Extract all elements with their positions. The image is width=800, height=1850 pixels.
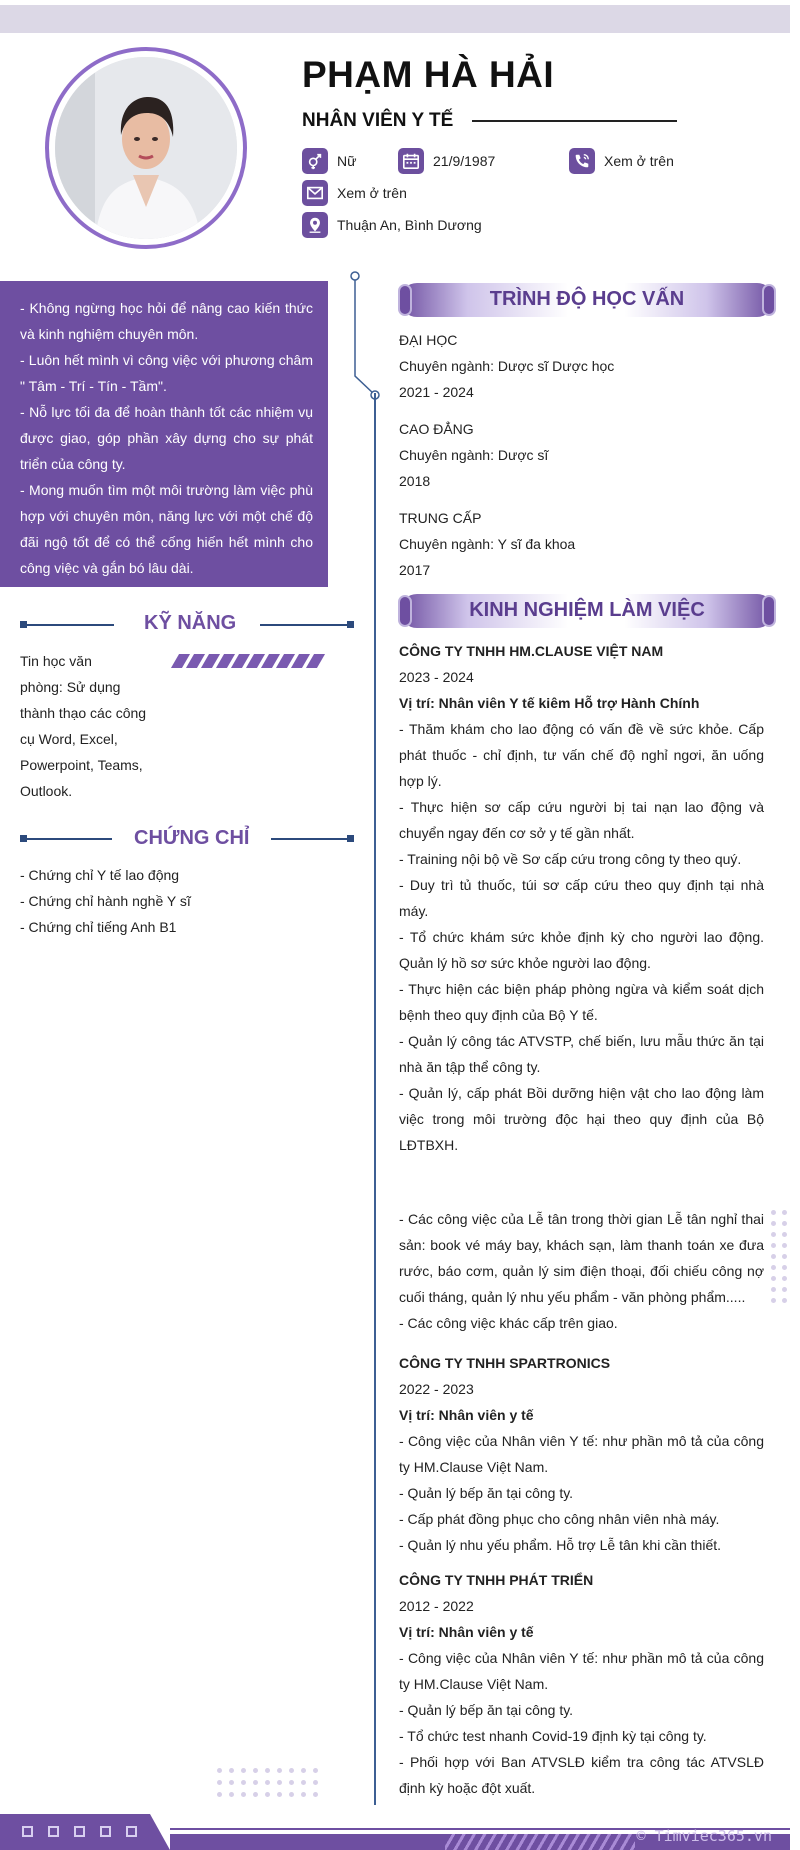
education-level: CAO ĐẲNG <box>399 421 474 437</box>
job-duty: - Thăm khám cho lao động có vấn đề về sức khỏe. Cấp phát thuốc - chỉ định, tư vấn chế độ nghỉ ngơi, ăn uống hợp lý. <box>399 721 764 789</box>
gender-icon <box>302 148 328 174</box>
divider-square <box>347 835 354 842</box>
skill-line: phòng: Sử dụng <box>20 679 121 695</box>
footer <box>0 1814 800 1850</box>
company-name: CÔNG TY TNHH PHÁT TRIỂN <box>399 1572 594 1588</box>
footer-stripes <box>445 1834 635 1850</box>
job-duty: - Training nội bộ về Sơ cấp cứu trong công ty theo quý. <box>399 851 742 867</box>
education-level: ĐẠI HỌC <box>399 332 458 348</box>
certificate-item: - Chứng chỉ tiếng Anh B1 <box>20 919 177 935</box>
education-year: 2018 <box>399 473 431 489</box>
skill-level-bar <box>175 654 321 668</box>
job-duty: - Duy trì tủ thuốc, túi sơ cấp cứu theo quy định tại nhà máy. <box>399 877 764 919</box>
gender-value: Nữ <box>337 153 357 169</box>
job-duty: - Thực hiện sơ cấp cứu người bị tai nạn lao động và chuyển ngay đến cơ sở y tế gần nhất. <box>399 799 764 841</box>
birthday-info <box>398 148 495 174</box>
skills-description <box>20 648 160 804</box>
experience-title: KINH NGHIỆM LÀM VIỆC <box>469 599 705 621</box>
job-period: 2012 - 2022 <box>399 1598 474 1614</box>
skill-line: Outlook. <box>20 783 73 799</box>
education-year: 2017 <box>399 562 431 578</box>
certificate-item: - Chứng chỉ Y tế lao động <box>20 867 180 883</box>
address-info <box>302 212 482 238</box>
job-position: Vị trí: Nhân viên Y tế kiêm Hỗ trợ Hành Chính <box>399 695 700 711</box>
decorative-dots <box>771 1210 787 1303</box>
education-major: Chuyên ngành: Y sĩ đa khoa <box>399 536 576 552</box>
job-period: 2022 - 2023 <box>399 1381 474 1397</box>
top-bar <box>0 5 790 33</box>
company-name: CÔNG TY TNHH HM.CLAUSE VIỆT NAM <box>399 643 664 659</box>
phone-icon <box>569 148 595 174</box>
job-duty: - Quản lý bếp ăn tại công ty. <box>399 1702 574 1718</box>
education-major: Chuyên ngành: Dược sĩ Dược học <box>399 358 615 374</box>
job-duty: - Quản lý, cấp phát Bồi dưỡng hiện vật cho lao động làm việc trong môi trường độc hại theo quy định của Bộ LĐTBXH. <box>399 1085 764 1153</box>
objective-line: - Không ngừng học hỏi để nâng cao kiến thức và kinh nghiệm chuyên môn. <box>20 300 313 342</box>
timeline-connector <box>345 270 385 400</box>
birthday-value: 21/9/1987 <box>433 153 496 169</box>
job-duty: - Quản lý công tác ATVSTP, chế biến, lưu mẫu thức ăn tại nhà ăn tập thể công ty. <box>399 1033 764 1075</box>
avatar <box>45 47 247 249</box>
certificate-item: - Chứng chỉ hành nghề Y sĩ <box>20 893 191 909</box>
location-pin-icon <box>302 212 328 238</box>
email-icon <box>302 180 328 206</box>
education-banner <box>400 283 774 317</box>
job-duty: - Cấp phát đồng phục cho công nhân viên nhà máy. <box>399 1511 720 1527</box>
job-hmclause <box>399 638 764 1158</box>
education-major: Chuyên ngành: Dược sĩ <box>399 447 549 463</box>
divider-line <box>260 624 352 626</box>
title-underline <box>472 120 677 122</box>
job-duty: - Quản lý bếp ăn tại công ty. <box>399 1485 574 1501</box>
company-name: CÔNG TY TNHH SPARTRONICS <box>399 1355 611 1371</box>
phone-info <box>569 148 674 174</box>
job-duty: - Thực hiện các biện pháp phòng ngừa và kiểm soát dịch bệnh theo quy định của Bộ Y tế. <box>399 981 764 1023</box>
footer-squares <box>22 1826 137 1837</box>
job-hmclause-continued <box>399 1206 764 1336</box>
certificates-title: CHỨNG CHỈ <box>134 827 250 849</box>
job-duty: - Phối hợp với Ban ATVSLĐ kiểm tra công tác ATVSLĐ định kỳ hoặc đột xuất. <box>399 1754 764 1796</box>
skills-title: KỸ NĂNG <box>144 612 237 634</box>
objective-line: - Nỗ lực tối đa để hoàn thành tốt các nhiệm vụ được giao, góp phần xây dựng cho sự phát triển của công ty. <box>20 404 313 472</box>
divider-line <box>20 624 114 626</box>
job-duty: - Các công việc khác cấp trên giao. <box>399 1315 618 1331</box>
gender-info <box>302 148 356 174</box>
education-item <box>399 416 548 494</box>
career-objective <box>0 281 328 587</box>
education-title: TRÌNH ĐỘ HỌC VẤN <box>489 288 685 310</box>
certificate-list <box>20 862 191 940</box>
divider-square <box>347 621 354 628</box>
email-value: Xem ở trên <box>337 185 407 201</box>
job-duty: - Tổ chức khám sức khỏe định kỳ cho người lao động. Quản lý hồ sơ sức khỏe người lao động. <box>399 929 764 971</box>
email-info <box>302 180 407 206</box>
objective-line: - Mong muốn tìm một môi trường làm việc phù hợp với chuyên môn, năng lực với một chế độ đãi ngộ tốt để có thể cống hiến hết mình cho công việc và gắn bó lâu dài. <box>20 482 313 576</box>
job-period: 2023 - 2024 <box>399 669 474 685</box>
skill-line: cụ Word, Excel, <box>20 731 118 747</box>
job-position: Vị trí: Nhân viên y tế <box>399 1624 534 1640</box>
education-item <box>399 327 614 405</box>
calendar-icon <box>398 148 424 174</box>
phone-value: Xem ở trên <box>604 153 674 169</box>
job-duty: - Công việc của Nhân viên Y tế: như phần mô tả của công ty HM.Clause Việt Nam. <box>399 1650 764 1692</box>
education-level: TRUNG CẤP <box>399 510 482 526</box>
job-duty: - Tổ chức test nhanh Covid-19 định kỳ tại công ty. <box>399 1728 707 1744</box>
timeline-line <box>374 393 376 1805</box>
job-duty: - Quản lý nhu yếu phẩm. Hỗ trợ Lễ tân khi cần thiết. <box>399 1537 722 1553</box>
job-duty: - Công việc của Nhân viên Y tế: như phần mô tả của công ty HM.Clause Việt Nam. <box>399 1433 764 1475</box>
job-title: NHÂN VIÊN Y TẾ <box>302 110 454 131</box>
job-spartronics <box>399 1350 764 1558</box>
objective-line: - Luôn hết mình vì công việc với phương châm " Tâm - Trí - Tín - Tầm". <box>20 352 313 394</box>
person-silhouette-icon <box>55 57 237 239</box>
candidate-name: PHẠM HÀ HẢI <box>302 54 555 95</box>
experience-banner <box>400 594 774 628</box>
education-year: 2021 - 2024 <box>399 384 474 400</box>
job-phat-trien <box>399 1567 764 1801</box>
divider-line <box>271 838 351 840</box>
skill-line: Tin học văn <box>20 653 92 669</box>
skill-line: thành thạo các công <box>20 705 147 721</box>
address-value: Thuận An, Bình Dương <box>337 217 482 233</box>
skill-line: Powerpoint, Teams, <box>20 757 143 773</box>
education-item <box>399 505 575 583</box>
watermark: © Timviec365.vn <box>636 1827 772 1845</box>
job-position: Vị trí: Nhân viên y tế <box>399 1407 534 1423</box>
divider-line <box>20 838 112 840</box>
profile-photo <box>55 57 237 239</box>
job-duty: - Các công việc của Lễ tân trong thời gian Lễ tân nghỉ thai sản: book vé máy bay, khách sạn, làm thanh toán xe đưa rước, báo cơm, quản lý sim điện thoại, đối chiếu công nợ cuối tháng, quản lý nhu yếu phẩm - văn phòng phẩm..... <box>399 1211 764 1305</box>
decorative-dots <box>217 1768 318 1797</box>
